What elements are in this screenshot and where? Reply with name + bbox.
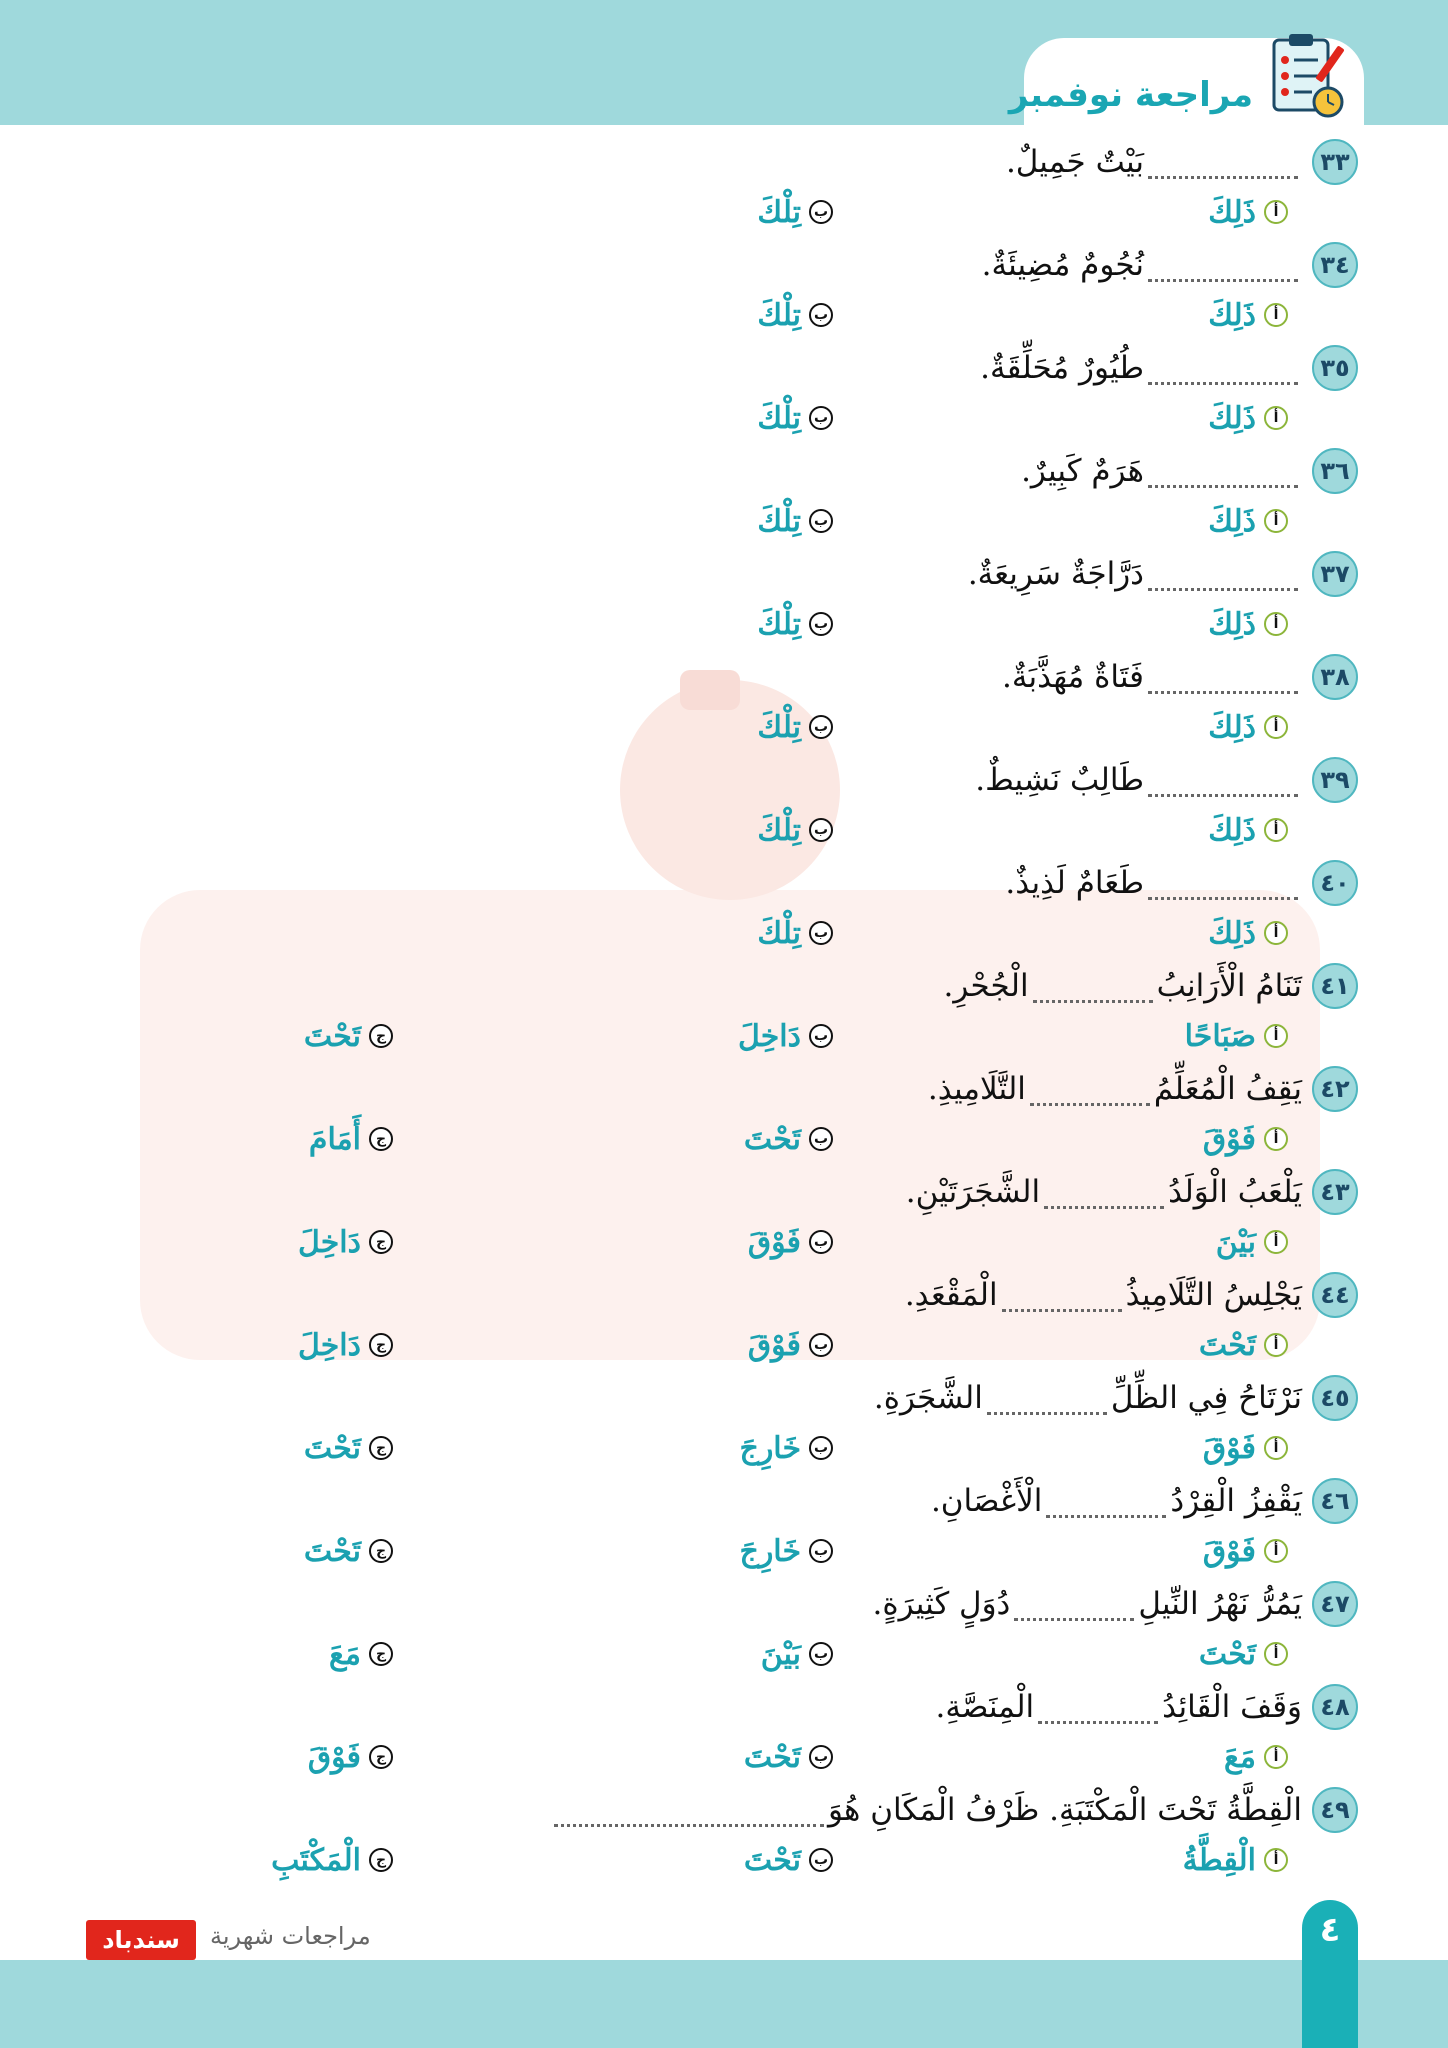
answer-option-b[interactable]	[757, 192, 833, 232]
option-letter-badge: أ	[1264, 303, 1288, 327]
question-number: ٤٠	[1312, 860, 1358, 906]
answer-blank	[1038, 1691, 1158, 1724]
option-letter-badge: ب	[809, 818, 833, 842]
answer-blank	[1148, 352, 1298, 385]
option-text: تِلْكَ	[757, 503, 801, 539]
question-text-before: تَنَامُ الْأَرَانِبُ	[1156, 968, 1302, 1004]
option-letter-badge: ج	[369, 1642, 393, 1666]
question-number: ٤٦	[1312, 1478, 1358, 1524]
question-text-after: الْمَقْعَدِ.	[904, 1277, 998, 1313]
answer-option-a[interactable]	[1208, 707, 1288, 747]
option-letter-badge: ب	[809, 406, 833, 430]
option-text: مَعَ	[328, 1636, 361, 1672]
option-letter-badge: أ	[1264, 1642, 1288, 1666]
question-text-after: الْأَغْصَانِ.	[930, 1483, 1043, 1519]
question-row	[1021, 449, 1358, 493]
page-title: مراجعة نوفمبر	[1008, 75, 1253, 115]
answer-option-a[interactable]	[1208, 295, 1288, 335]
option-text: تِلْكَ	[757, 915, 801, 951]
option-text: فَوْقَ	[1202, 1121, 1256, 1157]
question-number: ٤٧	[1312, 1581, 1358, 1627]
option-text: تَحْتَ	[1198, 1327, 1256, 1363]
answer-option-b[interactable]	[748, 1325, 833, 1365]
question-row	[982, 243, 1358, 287]
answer-blank	[987, 1382, 1107, 1415]
question-number: ٤٤	[1312, 1272, 1358, 1318]
answer-option-b[interactable]	[744, 1119, 833, 1159]
question-number: ٣٣	[1312, 139, 1358, 185]
option-text: مَعَ	[1223, 1739, 1256, 1775]
option-letter-badge: ب	[809, 1024, 833, 1048]
question-text-before: وَقَفَ الْقَائِدُ	[1162, 1689, 1302, 1725]
option-text: فَوْقَ	[1202, 1430, 1256, 1466]
option-letter-badge: أ	[1264, 1024, 1288, 1048]
question-text-after: التَّلَامِيذِ.	[927, 1071, 1026, 1107]
option-text: تَحْتَ	[743, 1842, 801, 1878]
option-text: تِلْكَ	[757, 709, 801, 745]
option-text: تَحْتَ	[303, 1018, 361, 1054]
answer-option-a[interactable]	[1203, 1428, 1288, 1468]
question-text-after: هَرَمٌ كَبِيرٌ.	[1021, 453, 1144, 489]
option-text: دَاخِلَ	[298, 1224, 361, 1260]
answer-blank	[1148, 558, 1298, 591]
answer-option-b[interactable]	[757, 707, 833, 747]
option-text: تِلْكَ	[757, 297, 801, 333]
option-text: فَوْقَ	[747, 1327, 801, 1363]
question-number: ٣٥	[1312, 345, 1358, 391]
option-letter-badge: ب	[809, 1745, 833, 1769]
option-letter-badge: أ	[1264, 1436, 1288, 1460]
question-text-after: طُيُورٌ مُحَلِّقَةٌ.	[980, 350, 1144, 386]
question-text-after: نُجُومٌ مُضِيئَةٌ.	[981, 247, 1144, 283]
option-text: تَحْتَ	[303, 1430, 361, 1466]
answer-option-a[interactable]	[1199, 1325, 1288, 1365]
question-row	[980, 346, 1358, 390]
option-letter-badge: ب	[809, 1127, 833, 1151]
answer-blank	[554, 1794, 824, 1827]
option-text: صَبَاحًا	[1184, 1018, 1256, 1054]
answer-option-c[interactable]	[298, 1325, 393, 1365]
clipboard-checklist-icon	[1256, 26, 1356, 126]
option-letter-badge: ب	[809, 921, 833, 945]
option-letter-badge: ب	[809, 1436, 833, 1460]
question-number: ٤٩	[1312, 1787, 1358, 1833]
question-text-before: يَقْفِزُ الْقِرْدُ	[1170, 1483, 1302, 1519]
page-number: ٤	[1302, 1900, 1358, 2048]
answer-option-a[interactable]	[1208, 913, 1288, 953]
option-letter-badge: أ	[1264, 1230, 1288, 1254]
question-number: ٣٧	[1312, 551, 1358, 597]
answer-blank	[1148, 249, 1298, 282]
answer-blank	[1148, 455, 1298, 488]
option-letter-badge: أ	[1264, 715, 1288, 739]
option-letter-badge: ج	[369, 1539, 393, 1563]
option-letter-badge: أ	[1264, 1848, 1288, 1872]
question-text-before: يَمُرُّ نَهْرُ النِّيلِ	[1138, 1586, 1302, 1622]
answer-blank	[1148, 764, 1298, 797]
answer-blank	[1033, 970, 1153, 1003]
option-letter-badge: أ	[1264, 818, 1288, 842]
option-text: خَارِجَ	[739, 1533, 801, 1569]
answer-option-a[interactable]	[1203, 1531, 1288, 1571]
option-text: الْمَكْتَبِ	[271, 1842, 361, 1878]
answer-option-b[interactable]	[744, 1737, 833, 1777]
question-row	[550, 1788, 1358, 1832]
answer-option-b[interactable]	[757, 295, 833, 335]
question-text-before: نَرْتَاحُ فِي الظِّلِّ	[1110, 1380, 1302, 1416]
option-text: فَوْقَ	[747, 1224, 801, 1260]
question-row	[944, 964, 1358, 1008]
answer-option-b[interactable]	[748, 1222, 833, 1262]
option-letter-badge: ب	[809, 1642, 833, 1666]
answer-option-b[interactable]	[761, 1634, 833, 1674]
question-text-after: طَالِبٌ نَشِيطٌ.	[975, 762, 1144, 798]
question-text-after: الْجُحْرِ.	[943, 968, 1029, 1004]
option-text: ذَلِكَ	[1208, 709, 1256, 745]
question-row	[874, 1376, 1358, 1420]
option-text: بَيْنَ	[1215, 1224, 1256, 1260]
answer-option-c[interactable]	[309, 1119, 393, 1159]
option-letter-badge: أ	[1264, 921, 1288, 945]
option-letter-badge: ج	[369, 1745, 393, 1769]
answer-option-a[interactable]	[1216, 1222, 1288, 1262]
option-text: ذَلِكَ	[1208, 297, 1256, 333]
question-text-after: الْمِنَصَّةِ.	[935, 1689, 1035, 1725]
question-text-after: فَتَاةٌ مُهَذَّبَةٌ.	[1002, 659, 1144, 695]
answer-option-a[interactable]	[1208, 501, 1288, 541]
option-text: ذَلِكَ	[1208, 915, 1256, 951]
question-text-before: يَقِفُ الْمُعَلِّمُ	[1153, 1071, 1302, 1107]
option-letter-badge: ب	[809, 715, 833, 739]
answer-option-a[interactable]	[1208, 810, 1288, 850]
option-text: تِلْكَ	[757, 194, 801, 230]
option-letter-badge: أ	[1264, 612, 1288, 636]
option-letter-badge: ب	[809, 303, 833, 327]
option-letter-badge: أ	[1264, 200, 1288, 224]
option-letter-badge: ج	[369, 1333, 393, 1357]
answer-option-c[interactable]	[304, 1016, 393, 1056]
option-letter-badge: ج	[369, 1127, 393, 1151]
option-text: ذَلِكَ	[1208, 812, 1256, 848]
question-row	[905, 1273, 1358, 1317]
question-row	[931, 1479, 1358, 1523]
answer-blank	[1014, 1588, 1134, 1621]
option-text: خَارِجَ	[739, 1430, 801, 1466]
option-letter-badge: ب	[809, 612, 833, 636]
question-row	[1002, 655, 1358, 699]
option-letter-badge: أ	[1264, 406, 1288, 430]
option-text: ذَلِكَ	[1208, 606, 1256, 642]
brand-badge: سندباد	[86, 1920, 196, 1960]
question-row	[1006, 140, 1358, 184]
option-letter-badge: أ	[1264, 509, 1288, 533]
answer-blank	[1148, 146, 1298, 179]
option-letter-badge: ب	[809, 1848, 833, 1872]
answer-option-a[interactable]	[1185, 1016, 1288, 1056]
option-text: دَاخِلَ	[298, 1327, 361, 1363]
answer-blank	[1030, 1073, 1150, 1106]
option-letter-badge: أ	[1264, 1333, 1288, 1357]
question-number: ٤٣	[1312, 1169, 1358, 1215]
footer-label: مراجعات شهرية	[210, 1922, 371, 1950]
option-text: الْقِطَّةُ	[1182, 1842, 1256, 1878]
option-text: تِلْكَ	[757, 812, 801, 848]
answer-option-a[interactable]	[1183, 1840, 1288, 1880]
option-letter-badge: ج	[369, 1230, 393, 1254]
question-text-before: يَجْلِسُ التَّلَامِيذُ	[1125, 1277, 1302, 1313]
question-number: ٤١	[1312, 963, 1358, 1009]
question-text-before: يَلْعَبُ الْوَلَدُ	[1168, 1174, 1302, 1210]
option-text: دَاخِلَ	[738, 1018, 801, 1054]
option-letter-badge: ج	[369, 1436, 393, 1460]
option-letter-badge: أ	[1264, 1745, 1288, 1769]
answer-blank	[1002, 1279, 1122, 1312]
question-text-after: الشَّجَرَتَيْنِ.	[905, 1174, 1041, 1210]
answer-option-b[interactable]	[757, 913, 833, 953]
question-number: ٣٩	[1312, 757, 1358, 803]
option-text: أَمَامَ	[308, 1121, 361, 1157]
answer-option-b[interactable]	[757, 398, 833, 438]
question-text-after: دَرَّاجَةٌ سَرِيعَةٌ.	[967, 556, 1144, 592]
question-row	[1005, 861, 1358, 905]
answer-option-c[interactable]	[271, 1840, 393, 1880]
answer-option-b[interactable]	[739, 1428, 833, 1468]
question-row	[975, 758, 1358, 802]
question-number: ٤٥	[1312, 1375, 1358, 1421]
answer-option-c[interactable]	[304, 1531, 393, 1571]
option-text: تَحْتَ	[303, 1533, 361, 1569]
option-text: ذَلِكَ	[1208, 503, 1256, 539]
option-text: فَوْقَ	[1202, 1533, 1256, 1569]
question-number: ٣٤	[1312, 242, 1358, 288]
answer-option-b[interactable]	[757, 604, 833, 644]
option-text: تَحْتَ	[743, 1739, 801, 1775]
question-number: ٣٦	[1312, 448, 1358, 494]
question-row	[928, 1067, 1358, 1111]
option-text: تَحْتَ	[743, 1121, 801, 1157]
answer-option-b[interactable]	[738, 1016, 833, 1056]
answer-blank	[1148, 867, 1298, 900]
answer-option-a[interactable]	[1203, 1119, 1288, 1159]
answer-blank	[1044, 1176, 1164, 1209]
answer-option-a[interactable]	[1208, 604, 1288, 644]
question-row	[968, 552, 1358, 596]
question-row	[873, 1582, 1358, 1626]
question-row	[935, 1685, 1358, 1729]
option-text: تِلْكَ	[757, 400, 801, 436]
answer-blank	[1148, 661, 1298, 694]
answer-option-a[interactable]	[1199, 1634, 1288, 1674]
question-number: ٤٢	[1312, 1066, 1358, 1112]
question-text-before: الْقِطَّةُ تَحْتَ الْمَكْتَبَةِ. ظَرْفُ الْمَكَانِ هُوَ	[827, 1792, 1302, 1828]
option-letter-badge: ج	[369, 1848, 393, 1872]
question-text-after: دُوَلٍ كَثِيرَةٍ.	[872, 1586, 1011, 1622]
answer-option-c[interactable]	[298, 1222, 393, 1262]
question-text-after: بَيْتٌ جَمِيلٌ.	[1005, 144, 1144, 180]
option-text: ذَلِكَ	[1208, 400, 1256, 436]
question-row	[906, 1170, 1358, 1214]
answer-option-a[interactable]	[1208, 398, 1288, 438]
answer-option-c[interactable]	[308, 1737, 393, 1777]
option-letter-badge: ب	[809, 1230, 833, 1254]
option-text: تِلْكَ	[757, 606, 801, 642]
answer-option-b[interactable]	[757, 501, 833, 541]
answer-option-b[interactable]	[739, 1531, 833, 1571]
answer-option-b[interactable]	[757, 810, 833, 850]
question-text-after: طَعَامٌ لَذِيذٌ.	[1005, 865, 1144, 901]
question-text-after: الشَّجَرَةِ.	[873, 1380, 983, 1416]
answer-option-c[interactable]	[304, 1428, 393, 1468]
option-text: بَيْنَ	[760, 1636, 801, 1672]
option-letter-badge: ب	[809, 509, 833, 533]
option-text: فَوْقَ	[307, 1739, 361, 1775]
answer-option-a[interactable]	[1208, 192, 1288, 232]
answer-option-c[interactable]	[329, 1634, 393, 1674]
option-letter-badge: ب	[809, 200, 833, 224]
option-letter-badge: أ	[1264, 1127, 1288, 1151]
option-letter-badge: ب	[809, 1539, 833, 1563]
answer-blank	[1046, 1485, 1166, 1518]
option-letter-badge: ج	[369, 1024, 393, 1048]
option-text: ذَلِكَ	[1208, 194, 1256, 230]
answer-option-a[interactable]	[1224, 1737, 1288, 1777]
option-text: تَحْتَ	[1198, 1636, 1256, 1672]
question-number: ٣٨	[1312, 654, 1358, 700]
option-letter-badge: أ	[1264, 1539, 1288, 1563]
question-number: ٤٨	[1312, 1684, 1358, 1730]
bottom-band	[0, 1960, 1448, 2048]
answer-option-b[interactable]	[744, 1840, 833, 1880]
option-letter-badge: ب	[809, 1333, 833, 1357]
